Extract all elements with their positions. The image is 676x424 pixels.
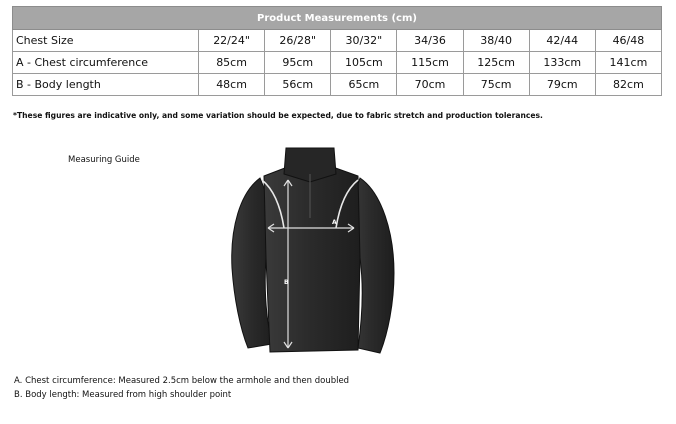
table-cell: 26/28" [265,30,331,52]
table-header-row [13,7,662,30]
table-cell: 79cm [529,74,595,96]
table-cell: 70cm [397,74,463,96]
table-cell: 34/36 [397,30,463,52]
table-cell: 105cm [331,52,397,74]
table-cell: 42/44 [529,30,595,52]
marker-b: B [284,279,289,286]
measuring-guide-heading: Measuring Guide [68,155,140,165]
definition-chest: A. Chest circumference: Measured 2.5cm below the armhole and then doubled [14,376,350,386]
row-label: Chest Size [13,30,199,52]
table-cell: 75cm [463,74,529,96]
table-row [13,74,662,96]
tolerance-note: *These figures are indicative only, and some variation should be expected, due to fabric stretch and production tolerances. [13,111,543,120]
measurements-table [12,6,662,96]
table-cell: 48cm [199,74,265,96]
row-label: A - Chest circumference [13,52,199,74]
definition-length: B. Body length: Measured from high shoulder point [14,390,232,400]
table-cell: 133cm [529,52,595,74]
table-cell: 38/40 [463,30,529,52]
table-cell: 115cm [397,52,463,74]
table-cell: 141cm [595,52,661,74]
row-label: B - Body length [13,74,199,96]
table-cell: 85cm [199,52,265,74]
table-cell: 30/32" [331,30,397,52]
table-cell: 95cm [265,52,331,74]
jacket-illustration [200,138,420,360]
table-cell: 56cm [265,74,331,96]
table-title: Product Measurements (cm) [13,7,662,30]
measurements-table-container [12,6,662,96]
table-cell: 46/48 [595,30,661,52]
jacket-body [264,166,360,352]
table-cell: 82cm [595,74,661,96]
table-cell: 65cm [331,74,397,96]
table-row [13,30,662,52]
table-cell: 125cm [463,52,529,74]
marker-a: A [332,219,337,226]
table-cell: 22/24" [199,30,265,52]
table-row [13,52,662,74]
